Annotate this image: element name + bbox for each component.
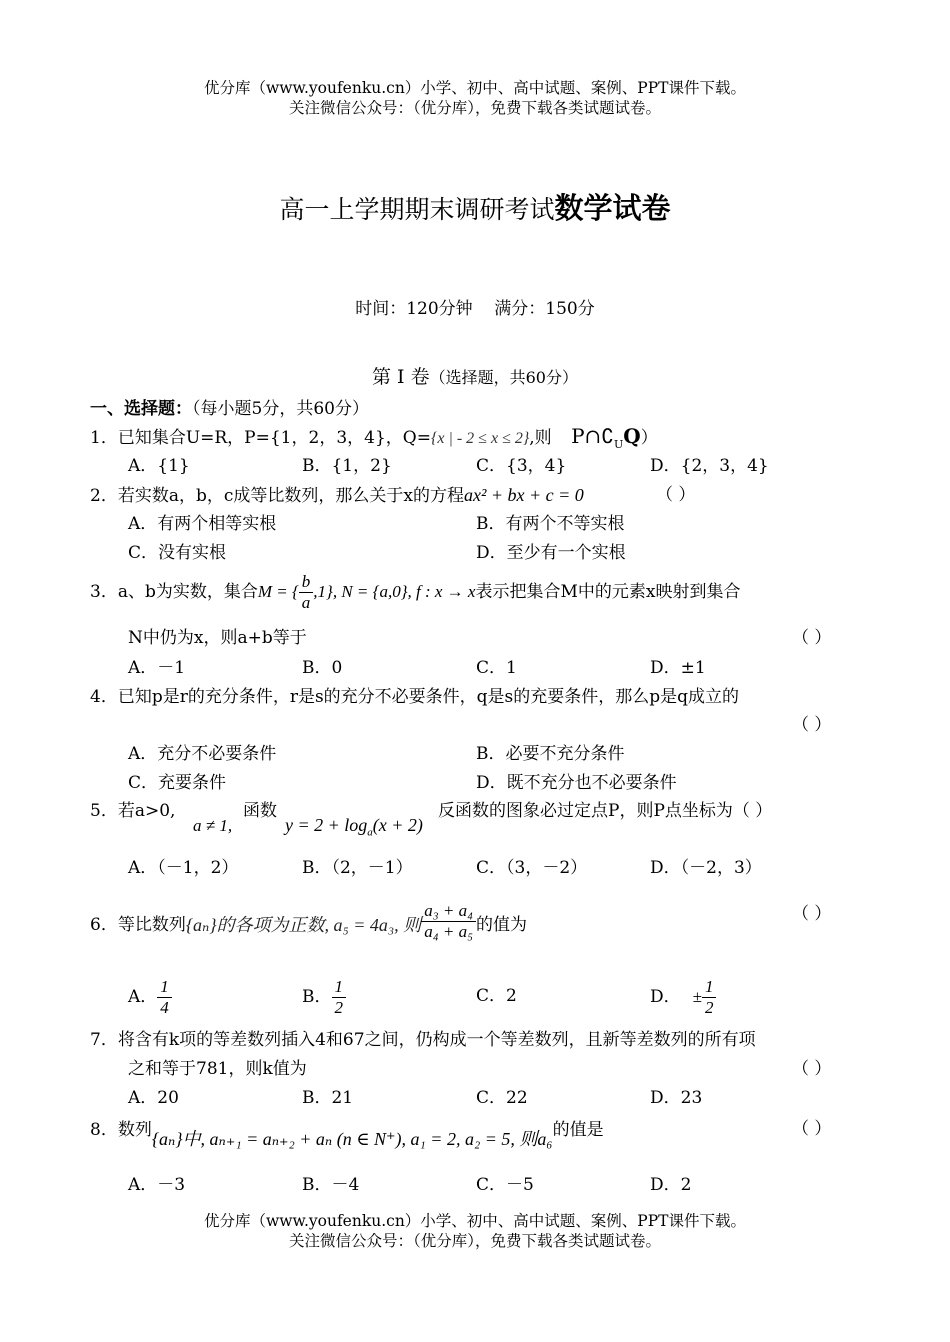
section-heading <box>90 398 369 420</box>
q6-option-b <box>302 975 346 1019</box>
q5-func-main: y = 2 + log <box>285 815 368 835</box>
q5-condition: a ≠ 1, <box>193 816 233 835</box>
q8-option-c: C．－5 <box>476 1175 534 1195</box>
q6-option-a-label: A． <box>128 987 158 1007</box>
q2-option-c: C．没有实根 <box>128 543 227 563</box>
q7-option-b: B．21 <box>302 1088 354 1108</box>
q3-option-d: D．±1 <box>650 658 706 678</box>
q5-function <box>285 814 423 844</box>
q1-stem: 1．已知集合U=R，P={1，2，3，4}，Q= <box>90 428 431 448</box>
q7-option-d: D．23 <box>650 1088 703 1108</box>
q5-stem: 5．若a>0, <box>90 801 176 821</box>
q2-option-b: B．有两个不等实根 <box>476 514 625 534</box>
q6-option-d <box>650 975 716 1019</box>
section-note: （每小题5分，共60分） <box>192 399 369 419</box>
q1-expr-q: Q <box>623 424 641 448</box>
header-line-1: 优分库（www.youfenku.cn）小学、初中、高中试题、案例、PPT课件下载。 <box>203 79 747 97</box>
q5-stem-2: 反函数的图象必过定点P，则P点坐标为（ ） <box>438 801 773 821</box>
q6-a-den: 4 <box>160 998 169 1017</box>
q3-option-c: C．1 <box>476 658 517 678</box>
page-footer <box>0 1211 950 1251</box>
q7-line-2: 之和等于781，则k值为 <box>128 1059 307 1079</box>
q4-option-a: A．充分不必要条件 <box>128 744 277 764</box>
question-8 <box>90 1118 604 1149</box>
title-normal: 高一上学期期末调研考试 <box>279 195 555 224</box>
q7-answer-paren: （ ） <box>792 1059 832 1079</box>
q1-expr-text: P∩∁ <box>571 424 615 448</box>
footer-line-1: 优分库（www.youfenku.cn）小学、初中、高中试题、案例、PPT课件下载。 <box>203 1212 747 1230</box>
q6-option-d-frac <box>702 977 717 1018</box>
q3-set-m: M = { <box>257 582 299 601</box>
question-3 <box>90 570 740 614</box>
title-bold: 数学试卷 <box>554 191 671 225</box>
q5-option-b: B．（2，－1） <box>302 858 413 878</box>
q3-set-n-map: ,1}, N = {a,0}, f : x → x <box>313 582 476 601</box>
q1-option-d: D．{2，3，4} <box>650 456 769 476</box>
q7-option-a: A．20 <box>128 1088 179 1108</box>
q6-stem: 6．等比数列 <box>90 915 186 935</box>
q3-frac-den: a <box>301 593 311 612</box>
q6-d-pm: ± <box>692 987 702 1006</box>
q3-fraction <box>299 572 314 613</box>
q4-option-b: B．必要不充分条件 <box>476 744 625 764</box>
part-heading <box>0 362 950 389</box>
q8-option-a: A．－3 <box>128 1175 186 1195</box>
q3-option-b: B．0 <box>302 658 343 678</box>
q3-stem: 3．a、b为实数，集合 <box>90 582 258 602</box>
q8-expression: {aₙ}中, aₙ₊₁ = aₙ₊₂ + aₙ (n ∈ N⁺), a₁ = 2, a₂ = 5, 则a₆ <box>151 1129 553 1149</box>
q6-option-b-label: B． <box>302 987 332 1007</box>
q6-d-den: 2 <box>704 998 714 1017</box>
q5-option-d: D．（－2，3） <box>650 858 762 878</box>
header-line-2: 关注微信公众号：（优分库），免费下载各类试题试卷。 <box>288 99 661 117</box>
q5-function-word: 函数 <box>243 801 277 821</box>
q3-stem-2: 表示把集合M中的元素x映射到集合 <box>475 582 741 602</box>
q2-option-d: D．至少有一个实根 <box>476 543 626 563</box>
q1-expr-sub: U <box>614 438 624 451</box>
q5-option-c: C．（3，－2） <box>476 858 588 878</box>
q8-answer-paren: （ ） <box>792 1119 832 1139</box>
q1-then: ,则 <box>529 428 552 448</box>
q1-expr <box>571 424 641 451</box>
q8-stem: 8．数列 <box>90 1120 152 1140</box>
q8-tail: 的值是 <box>552 1120 604 1140</box>
q6-option-a <box>128 975 172 1019</box>
q1-option-c: C．{3，4} <box>476 456 567 476</box>
page-title <box>0 186 950 227</box>
q1-option-a: A．{1} <box>128 456 190 476</box>
q6-option-a-frac <box>157 977 172 1018</box>
q8-option-d: D．2 <box>650 1175 692 1195</box>
footer-line-2: 关注微信公众号：（优分库），免费下载各类试题试卷。 <box>288 1232 661 1250</box>
q1-set: {x | - 2 ≤ x ≤ 2} <box>430 430 530 447</box>
q4-option-c: C．充要条件 <box>128 773 227 793</box>
question-4: 4．已知p是r的充分条件，r是s的充分不必要条件，q是s的充要条件，那么p是q成立的 <box>90 687 740 707</box>
q1-option-b: B．{1，2} <box>302 456 392 476</box>
q6-tail: 的值为 <box>475 915 527 935</box>
q2-answer-paren: （ ） <box>656 485 696 505</box>
q6-b-num: 1 <box>332 977 347 998</box>
q6-answer-paren: （ ） <box>792 904 832 924</box>
q3-line-2: N中仍为x，则a+b等于 <box>128 628 307 648</box>
q6-d-num: 1 <box>702 977 717 998</box>
section-title: 一、选择题： <box>90 399 192 419</box>
question-6 <box>90 903 527 947</box>
q2-option-a: A．有两个相等实根 <box>128 514 277 534</box>
time-score-line: 时间：120分钟 满分：150分 <box>355 299 595 319</box>
q4-answer-paren: （ ） <box>792 715 832 735</box>
q2-stem: 2．若实数a，b，c成等比数列，那么关于x的方程 <box>90 486 464 506</box>
question-1 <box>90 425 658 456</box>
q3-frac-num: b <box>299 572 314 593</box>
q5-func-sub: a <box>367 826 373 839</box>
part-name: 第 Ⅰ 卷 <box>372 366 430 388</box>
q6-a-num: 1 <box>157 977 172 998</box>
page-header <box>0 78 950 118</box>
q6-option-b-frac <box>332 977 347 1018</box>
q1-close: ） <box>640 428 658 448</box>
part-note: （选择题，共60分） <box>429 368 578 387</box>
q6-option-c: C．2 <box>476 986 517 1006</box>
q6-frac-den: a₄ + a₅ <box>424 922 473 941</box>
q6-b-den: 2 <box>334 998 343 1017</box>
q6-frac-num: a₃ + a₄ <box>421 901 476 922</box>
q6-sequence: {aₙ}的各项为正数, a₅ = 4a₃, 则 <box>185 915 422 935</box>
q3-option-a: A．－1 <box>128 658 186 678</box>
q4-option-d: D．既不充分也不必要条件 <box>476 773 677 793</box>
q8-option-b: B．－4 <box>302 1175 360 1195</box>
question-7: 7．将含有k项的等差数列插入4和67之间，仍构成一个等差数列，且新等差数列的所有项 <box>90 1030 756 1050</box>
q2-equation: ax² + bx + c = 0 <box>463 485 584 505</box>
q5-option-a: A．（－1，2） <box>128 858 239 878</box>
q3-answer-paren: （ ） <box>792 628 832 648</box>
q5-func-post: (x + 2) <box>372 815 423 835</box>
q6-fraction <box>421 901 476 942</box>
q6-option-d-label: D． <box>650 987 681 1007</box>
q7-option-c: C．22 <box>476 1088 528 1108</box>
question-2 <box>90 484 584 507</box>
